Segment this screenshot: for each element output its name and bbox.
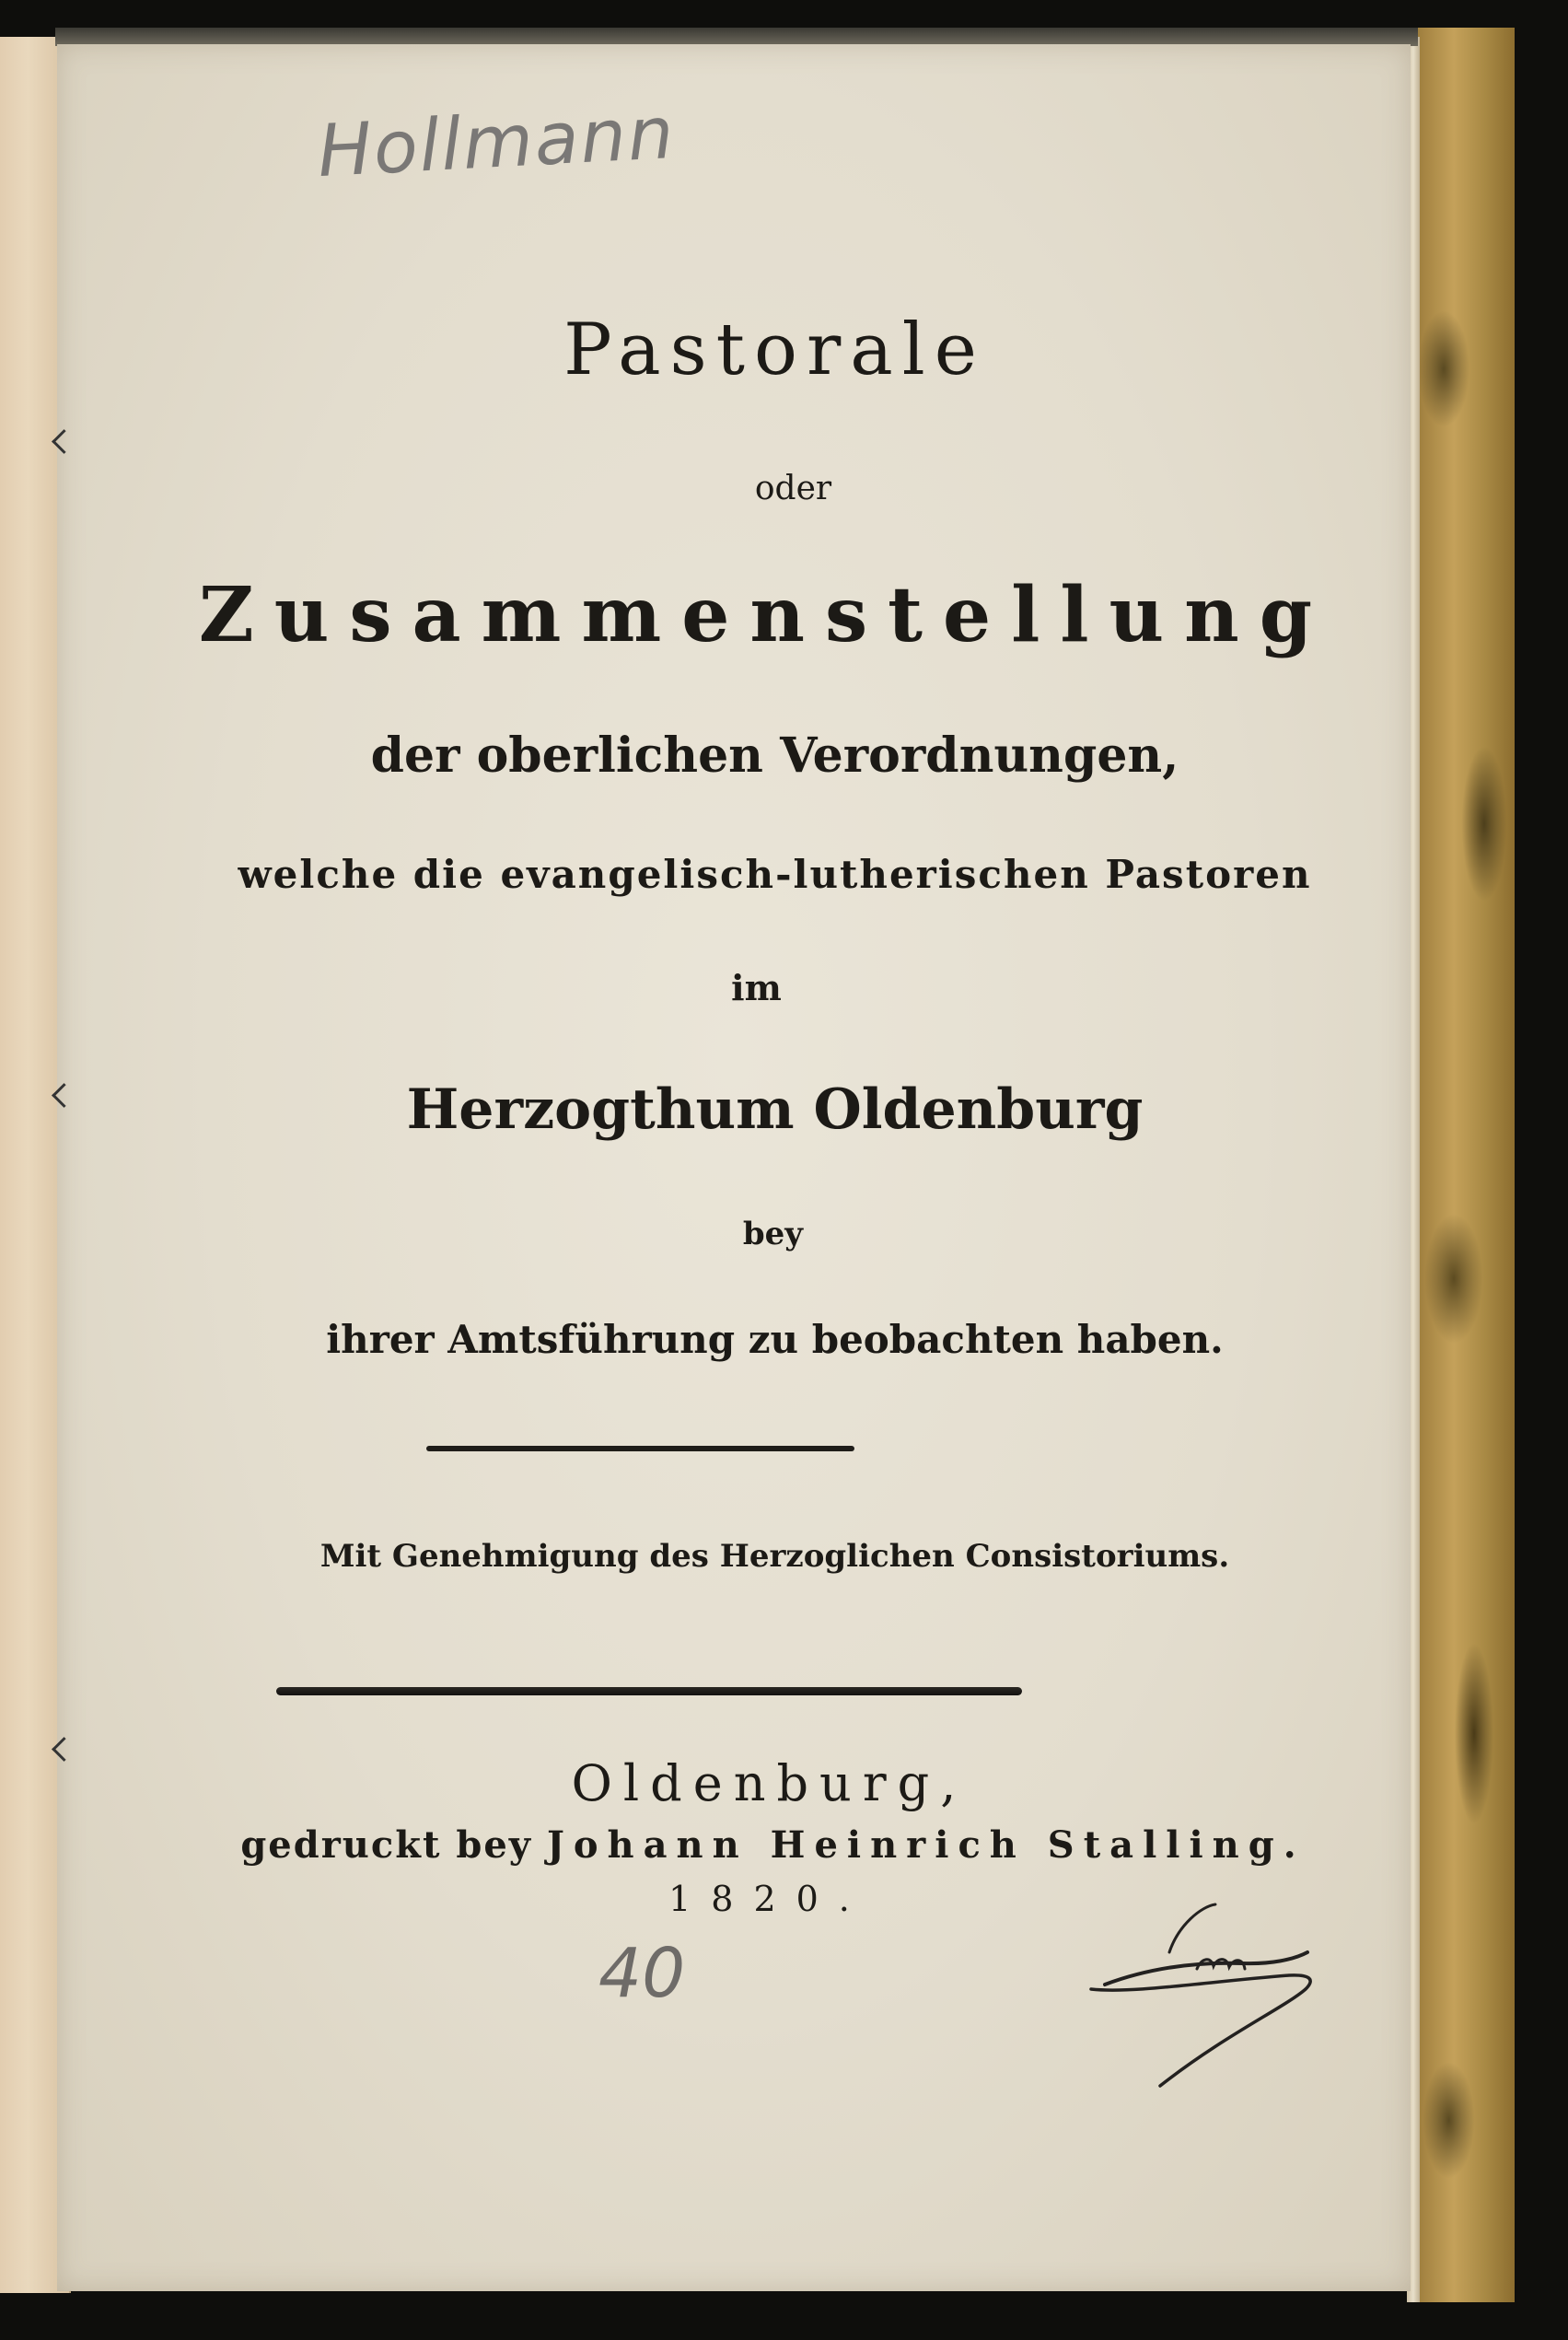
title-connector: oder xyxy=(754,470,832,507)
subtitle-line-6: ihrer Amtsführung zu beobachten haben. xyxy=(326,1317,1224,1362)
book-subtitle: Zusammenstellung xyxy=(198,571,1333,659)
printer-name: Johann Heinrich Stalling. xyxy=(546,1823,1306,1867)
printer-prefix: gedruckt bey xyxy=(240,1823,533,1867)
subtitle-line-4: Herzogthum Oldenburg xyxy=(406,1077,1144,1142)
book-title: Pastorale xyxy=(563,309,986,391)
divider-rule-short xyxy=(426,1446,854,1451)
handwritten-number: 40 xyxy=(598,1934,686,2013)
subtitle-line-2: welche die evangelisch-lutherischen Pastoren xyxy=(238,852,1312,897)
subtitle-line-3: im xyxy=(731,967,782,1008)
subtitle-line-5: bey xyxy=(742,1216,804,1252)
approval-notice: Mit Genehmigung des Herzoglichen Consistoriums. xyxy=(319,1538,1230,1575)
imprint-city: Oldenburg, xyxy=(571,1754,968,1812)
top-shadow-band xyxy=(55,28,1418,46)
divider-rule-long xyxy=(276,1687,1022,1695)
signature-flourish xyxy=(1086,1897,1326,2090)
handwritten-name: Hollmann xyxy=(315,91,678,194)
imprint-printer xyxy=(0,1823,1557,1867)
imprint-year: 1820. xyxy=(668,1879,870,1919)
subtitle-line-1: der oberlichen Verordnungen, xyxy=(370,728,1179,784)
